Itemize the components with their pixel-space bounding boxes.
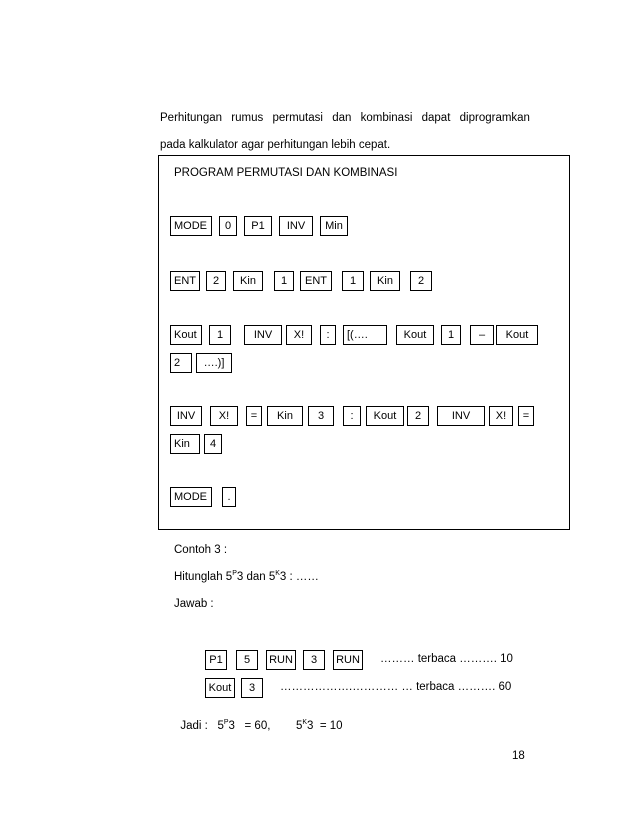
key-min: Min	[320, 216, 348, 236]
key-mode: MODE	[170, 216, 212, 236]
key-ent: ENT	[170, 271, 200, 291]
key-kin: Kin	[267, 406, 303, 426]
conclusion-sup-p: P	[223, 719, 229, 727]
intro-word: rumus	[231, 112, 264, 124]
example-question	[174, 571, 319, 583]
key-p1: P1	[244, 216, 272, 236]
key-4: 4	[204, 434, 222, 454]
conclusion-suffix: 3 = 10	[307, 720, 343, 732]
key-inv: INV	[170, 406, 202, 426]
calc1-result: ……… terbaca ………. 10	[380, 653, 513, 665]
key-0: 0	[219, 216, 237, 236]
key-p1: P1	[205, 650, 227, 670]
program-title: PROGRAM PERMUTASI DAN KOMBINASI	[174, 167, 398, 179]
question-suffix: 3 : ……	[279, 571, 319, 583]
key-minus: –	[470, 325, 494, 345]
key-2: 2	[206, 271, 226, 291]
calc2-result: ……………….………… … terbaca ………. 60	[280, 681, 512, 693]
page-number: 18	[512, 750, 525, 762]
key-run: RUN	[333, 650, 363, 670]
key-factorial: X!	[286, 325, 312, 345]
intro-line-1	[160, 112, 530, 124]
intro-word: dapat	[421, 112, 451, 124]
conclusion	[174, 708, 343, 732]
key-3: 3	[303, 650, 325, 670]
key-open-bracket: [(….	[343, 325, 387, 345]
key-factorial: X!	[489, 406, 513, 426]
key-mode: MODE	[170, 487, 212, 507]
key-1: 1	[209, 325, 231, 345]
key-kin: Kin	[170, 434, 200, 454]
intro-word: diprogramkan	[459, 112, 530, 124]
key-2: 2	[407, 406, 429, 426]
key-3: 3	[241, 678, 263, 698]
question-sup-p: P	[232, 570, 237, 578]
key-inv: INV	[279, 216, 313, 236]
key-inv: INV	[437, 406, 485, 426]
key-kout: Kout	[366, 406, 404, 426]
key-ent: ENT	[300, 271, 332, 291]
key-kout: Kout	[205, 678, 235, 698]
key-divide: :	[343, 406, 361, 426]
key-equals: =	[246, 406, 262, 426]
key-1: 1	[342, 271, 364, 291]
conclusion-sup-k: K	[302, 719, 308, 727]
key-3: 3	[308, 406, 334, 426]
key-kout: Kout	[170, 325, 202, 345]
key-kin: Kin	[370, 271, 400, 291]
key-equals: =	[518, 406, 534, 426]
key-kout: Kout	[396, 325, 434, 345]
key-2: 2	[410, 271, 432, 291]
key-dot: .	[222, 487, 236, 507]
key-5: 5	[236, 650, 258, 670]
key-factorial: X!	[210, 406, 238, 426]
key-inv: INV	[244, 325, 282, 345]
conclusion-mid: 3 = 60, 5	[228, 720, 303, 732]
intro-word: Perhitungan	[160, 112, 223, 124]
key-kin: Kin	[233, 271, 263, 291]
key-1: 1	[441, 325, 461, 345]
intro-word: dan	[332, 112, 352, 124]
key-2: 2	[170, 353, 192, 373]
key-divide: :	[320, 325, 336, 345]
key-run: RUN	[266, 650, 296, 670]
question-mid: 3 dan 5	[236, 571, 276, 583]
key-kout: Kout	[496, 325, 538, 345]
answer-label: Jawab :	[174, 598, 214, 610]
intro-line-2: pada kalkulator agar perhitungan lebih cepat.	[160, 139, 391, 151]
example-heading: Contoh 3 :	[174, 544, 228, 556]
intro-word: permutasi	[272, 112, 323, 124]
intro-word: kombinasi	[360, 112, 413, 124]
question-sup-k: K	[275, 570, 280, 578]
key-1: 1	[274, 271, 294, 291]
question-prefix: Hitunglah 5	[174, 571, 233, 583]
conclusion-prefix: Jadi : 5	[180, 720, 224, 732]
key-close-bracket: ….)]	[196, 353, 232, 373]
